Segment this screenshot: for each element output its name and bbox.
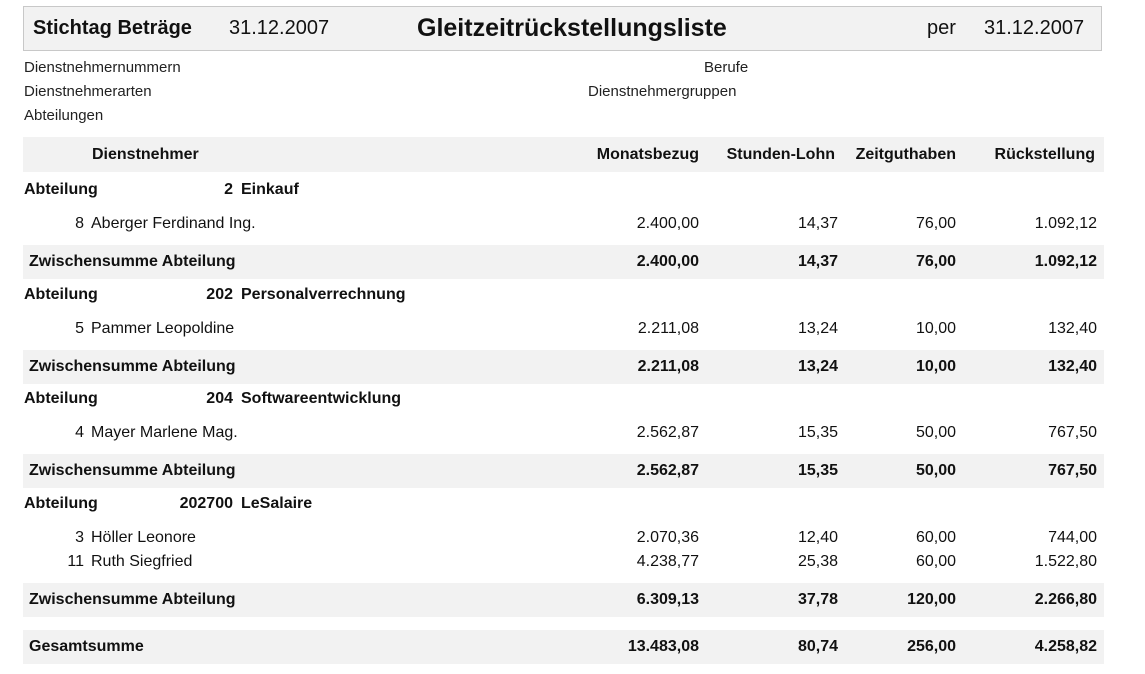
total-stundenlohn: 80,74 [797, 638, 838, 655]
subtotal-rueckstellung: 2.266,80 [1034, 591, 1097, 608]
subtotal-stundenlohn: 14,37 [797, 253, 838, 270]
employee-number: 3 [75, 529, 84, 546]
subtotal-monatsbezug: 2.400,00 [636, 253, 699, 270]
per-label: per [927, 17, 956, 39]
subtotal-label: Zwischensumme Abteilung [29, 253, 236, 270]
col-stundenlohn: Stunden-Lohn [726, 146, 835, 163]
subtotal-monatsbezug: 2.562,87 [636, 462, 699, 479]
subtotal-label: Zwischensumme Abteilung [29, 462, 236, 479]
subtotal-zeitguthaben: 50,00 [915, 462, 956, 479]
department-name: LeSalaire [241, 495, 313, 512]
subtotal-rueckstellung: 767,50 [1048, 462, 1097, 479]
employee-name: Aberger Ferdinand Ing. [91, 215, 256, 232]
employee-zeitguthaben: 50,00 [915, 424, 956, 441]
stichtag-date: 31.12.2007 [229, 17, 330, 39]
subtotal-zeitguthaben: 120,00 [907, 591, 956, 608]
employee-rueckstellung: 744,00 [1048, 529, 1097, 546]
col-rueckstellung: Rückstellung [994, 146, 1095, 163]
employee-number: 8 [75, 215, 84, 232]
department-number: 202700 [179, 495, 233, 512]
employee-monatsbezug: 2.400,00 [636, 215, 699, 232]
department-name: Softwareentwicklung [241, 390, 402, 407]
total-monatsbezug: 13.483,08 [627, 638, 699, 655]
employee-monatsbezug: 2.562,87 [636, 424, 699, 441]
subtotal-stundenlohn: 13,24 [797, 358, 838, 375]
department-name: Personalverrechnung [241, 286, 406, 303]
report-title: Gleitzeitrückstellungsliste [417, 14, 727, 42]
employee-number: 11 [67, 553, 84, 570]
employee-rueckstellung: 1.522,80 [1034, 553, 1097, 570]
column-header-row [23, 137, 1104, 172]
employee-name: Mayer Marlene Mag. [91, 424, 238, 441]
employee-number: 5 [75, 320, 84, 337]
department-number: 202 [206, 286, 233, 303]
employee-zeitguthaben: 10,00 [915, 320, 956, 337]
subtotal-monatsbezug: 2.211,08 [637, 358, 699, 375]
employee-rueckstellung: 1.092,12 [1034, 215, 1097, 232]
employee-zeitguthaben: 76,00 [915, 215, 956, 232]
department-label: Abteilung [24, 181, 98, 198]
filter-dienstnehmernummern: Dienstnehmernummern [24, 59, 181, 76]
col-dienstnehmer: Dienstnehmer [92, 146, 199, 163]
employee-name: Ruth Siegfried [91, 553, 193, 570]
col-monatsbezug: Monatsbezug [596, 146, 699, 163]
department-label: Abteilung [24, 390, 98, 407]
employee-name: Pammer Leopoldine [91, 320, 235, 337]
employee-stundenlohn: 13,24 [797, 320, 838, 337]
filter-dienstnehmergruppen: Dienstnehmergruppen [588, 83, 737, 100]
stichtag-label: Stichtag Beträge [33, 17, 192, 39]
subtotal-stundenlohn: 37,78 [797, 591, 838, 608]
subtotal-rueckstellung: 1.092,12 [1034, 253, 1097, 270]
department-number: 204 [206, 390, 233, 407]
subtotal-stundenlohn: 15,35 [797, 462, 838, 479]
per-date: 31.12.2007 [984, 17, 1085, 39]
total-rueckstellung: 4.258,82 [1034, 638, 1097, 655]
department-number: 2 [224, 181, 233, 198]
department-label: Abteilung [24, 286, 98, 303]
department-name: Einkauf [241, 181, 299, 198]
employee-number: 4 [75, 424, 84, 441]
filter-dienstnehmerarten: Dienstnehmerarten [24, 83, 152, 100]
col-zeitguthaben: Zeitguthaben [855, 146, 956, 163]
employee-zeitguthaben: 60,00 [915, 529, 956, 546]
employee-monatsbezug: 2.211,08 [637, 320, 699, 337]
subtotal-zeitguthaben: 10,00 [915, 358, 956, 375]
subtotal-label: Zwischensumme Abteilung [29, 358, 236, 375]
report-header [23, 6, 1102, 51]
total-label: Gesamtsumme [29, 638, 144, 655]
filter-abteilungen: Abteilungen [24, 107, 104, 124]
employee-stundenlohn: 25,38 [797, 553, 838, 570]
employee-stundenlohn: 14,37 [797, 215, 838, 232]
department-label: Abteilung [24, 495, 98, 512]
total-zeitguthaben: 256,00 [907, 638, 956, 655]
subtotal-zeitguthaben: 76,00 [915, 253, 956, 270]
employee-stundenlohn: 12,40 [797, 529, 838, 546]
subtotal-rueckstellung: 132,40 [1048, 358, 1097, 375]
employee-name: Höller Leonore [91, 529, 196, 546]
employee-rueckstellung: 767,50 [1048, 424, 1097, 441]
subtotal-label: Zwischensumme Abteilung [29, 591, 236, 608]
employee-rueckstellung: 132,40 [1048, 320, 1097, 337]
subtotal-monatsbezug: 6.309,13 [636, 591, 699, 608]
filter-berufe: Berufe [704, 59, 749, 76]
employee-monatsbezug: 2.070,36 [636, 529, 699, 546]
employee-monatsbezug: 4.238,77 [636, 553, 699, 570]
employee-zeitguthaben: 60,00 [915, 553, 956, 570]
employee-stundenlohn: 15,35 [797, 424, 838, 441]
